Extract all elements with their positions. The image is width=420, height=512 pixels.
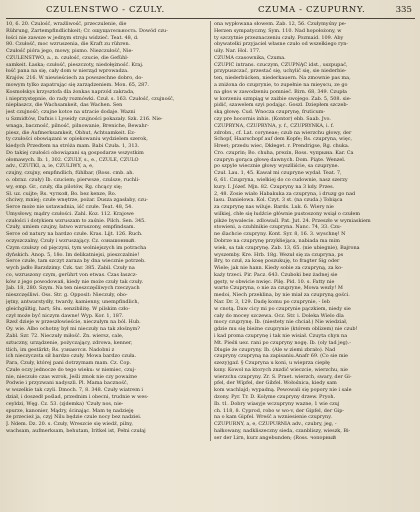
header-rule [6, 18, 415, 19]
text-line: Czuł. Lau. 1, 45. Kawał mi czupryne wydał. Teat. 7, [214, 170, 342, 177]
text-line: uiły. Nar. Hol. 177. [214, 48, 261, 55]
text-line: Dobrze na czuprynę przykłiejąca, nabiada ma mim [214, 238, 340, 244]
text-line: hałkowany, nadkliszeczny sieda, czanbliszy, wieszk, Bi- [214, 427, 351, 434]
text-line: medoi, Niech przeklina, by nie miał za czupryną gości. [214, 292, 350, 299]
text-line: niepłaszcz, die Wachsamkeit, das Wachen. Sen [6, 102, 123, 109]
text-line: Rzeź dzieje w przeszłowieście, nieczułym na ból. Hub. [6, 319, 141, 326]
text-line: Krajów. 216. W niewieściech za powszechne dobro, do- [6, 75, 144, 82]
text-line: w cnotą. Daw cicy mi po czuprynie pączkiem, niedy sie [214, 305, 351, 312]
text-line: ceyldzi, Węg. Cz. 53. (zjdemka) 'Czuły nos, nie- [6, 400, 124, 407]
text-line: ich nieczyczsta sił bardzo czuły. Mowa bardzo czuła. [6, 353, 137, 360]
text-line: czupryny czupryną na zapisaniu.Anafr 69. (Co sie mie [214, 353, 348, 360]
text-line: samkeit. Łaska; czułość, pieszczoty, niedołężność. Kraj. [6, 61, 144, 68]
column-divider [210, 21, 211, 441]
text-line: Hreet; przedu wiec, Dkłeget. r. Prendrigse, Rg. chuka. [214, 143, 350, 150]
text-line: ser der Lirn, kurz angebunden; (Ross. чопорный [214, 434, 337, 441]
text-line: dział, i doszedł poślad, przednim i obecni, trudnie w wes- [6, 393, 149, 400]
text-line: gęsty, w obwicie nwięc. Pilę. Pid. 10. s. Fatty nie [214, 278, 335, 285]
text-line: ołomawych. Ib. 1, 302. CZULY, s., e., CZULE, CZULO [6, 156, 139, 163]
text-line: a zniżona do czuprynie, to zupełnie na mieyscu, ze go [214, 82, 348, 89]
page-number: 335 [395, 5, 412, 15]
text-line: Czuły, umiem czujny, łatwo wzruszony, empfindsam. [6, 224, 136, 231]
left-running-title: CZULENSTWO - CZULY. [46, 5, 165, 15]
text-line: łości nie zawsze w jednym stroju widzieć. Teat. 48, d. [6, 34, 139, 41]
text-line: tlich, im gestärkt; Rs. узнаются. Nadobni z [6, 346, 115, 353]
text-line: CZUPIĆ intrans. czuczym, CZUPNĄĆ idst., uszpupać, [214, 61, 348, 68]
text-line: CZULENSTWO, a., n. czułość, czucie, die Gefühl- [6, 54, 129, 61]
text-line: ty szczytnie przeznaczeniu czuły. Pozmaid. 109. Aby [214, 34, 344, 41]
text-line: kom wachlajd; wypadną. Pewowali się popory nie i sale [214, 387, 352, 394]
text-line: wyszemby. Kre. Hrb. 18g. Wezuł się za czupryna, ps [214, 251, 344, 258]
text-line: przypuszczać, przestać się, uchylić się, sie niederbie- [214, 68, 347, 75]
text-line: cały do mocey szczewa. Ocz. Str. i. Doleka Wielo dla [214, 312, 344, 319]
text-line: jętny, antwarstydły, twardy, kamienny, unempfindlich, [6, 299, 140, 306]
text-line: Serce czułe, tam szczyt zaraza by dna wiecznie potrzeb. [6, 258, 146, 265]
text-line: Rührung, Zartempfindlichkeit; Cr. ощущательность. Dowód czu- [6, 27, 168, 34]
text-line: Sl. uz. cuijte; Rs. чуткой, Bo. bez kenze, Ro. [6, 190, 117, 197]
text-line: nieszczęśliwi. Oss. Str. g. Opposit: Nieczuły, obo- [6, 292, 128, 299]
text-line: ty czułości obowiązani w opiekowaniu wydzielem szerok, [6, 136, 148, 143]
text-line: Oy. wie. Albo ochotny był mi nieczuły na tak złośnym? [6, 326, 140, 333]
text-line: pfel, der Wipfel, der Gibfel. Wołośnica, kiedy sam [214, 380, 337, 387]
left-column [6, 21, 207, 441]
text-line: dyńskich. Anop. 5, 18o. Im delikatniejsi, pieszczalnie! [6, 251, 140, 258]
text-line: szezy)gaź. § Czupryna u koni, u wieprza ciepłę [214, 360, 330, 367]
text-line: stowieni, a czuhlnikie czupryna. Nanc. 74, 33. Czu- [214, 224, 342, 231]
text-line: kiedych Przedtem na stróża mam. Babi Czuła. 1, 313. [6, 143, 140, 150]
text-line: ków z jego powodowań, kiedy nie może czuły tak czuły. [6, 278, 144, 285]
text-line: że przecież ja, czyj Nilu będzie czule nocy bez nadziei. [6, 414, 142, 421]
text-line: Jab. 18, 280. Szym. Na ten nieszczęśliwych rzeczyach [6, 285, 140, 292]
text-line: Dlugie że czupryny. Ib. (Ale w ziemi zbrało). Nad [214, 346, 336, 353]
text-line: Czułe oczy jednocze do tego wieku: w niemiec, czuj- [6, 366, 136, 373]
text-line: pidić, szawelem szyi podając. Goszl. Dziepłem szczeb- [214, 102, 349, 109]
text-line: 2, 48. Zosie wiało Habakuka za czupryna, i druzg go nad [214, 190, 356, 197]
text-line: Mt. Pieśń uez. rani po czupryny nogę. Ib. (oly tad jeg).- [214, 339, 351, 346]
text-line: ch. 118, 8. Cyprod, robo w wo-v, der Gipfel, der Gip- [214, 407, 345, 414]
text-line: Serce od natury na bardzo czułe. Kras. Lijt. 126. Ruch. [6, 231, 143, 238]
text-line: adv., CZUTKI, a, ie, CZULIWY, a, e, [6, 163, 94, 170]
text-line: i kad proma czuprynę i tak nie wisiał. Czuyta chyn na [214, 332, 348, 339]
text-line: wiek, sa tak czuprynę. Zab. 13, 65. (nie ubiegnie), Bajrona [214, 244, 360, 251]
text-line: CZUPRYNA, CZUPRYNA, y. f., CZUPRYNKA, i. f. [214, 122, 334, 129]
text-line: na głos w zawodzeniu pomnieć. Birn. 68, 349. Czupła [214, 88, 347, 95]
text-line: o. obraz. czuły) Ib. czuciem; pierwsze, czulsze, ruchli- [6, 176, 140, 183]
text-line: Nar. Dr. 3, 129. Dadę komu po czuprynie, - Ieb [214, 299, 330, 306]
text-line: Schopf, Haarschopf auf dem Kopfe; Rs. czupryna, więc, [214, 136, 353, 143]
text-line: czułości i dotykiem wzruszam to zaśnie. Pilch. Sen. 345. [6, 217, 146, 224]
text-line: CZUPURNY, a, e, CZUPURNIA adv., czubry, jeg, - [214, 421, 337, 428]
text-line: każy trzeci. Pir. Pacz. 643. Czuboki bez żadnej sie [214, 271, 338, 278]
text-line: oczyszczalny, Czuły i wzruszający. Cz. ознашонный. [6, 238, 136, 244]
text-line: wachsam, aufmerksam, behutam, Iritkel ist, Pełni czułaj [6, 427, 146, 434]
text-line: wy, emp. Gr., czuły, dla pilotów, Rg. chcący się; [6, 183, 123, 190]
text-line: Wiele; jak nie hann. Kiedy sobie za czupryną, za ko- [214, 265, 343, 272]
text-line: ską głowę. Cud. Wnocza czuprynę, fruticum- [214, 109, 326, 116]
text-line: Podwie i przyzwani nadyszli. Pl. Mama baczność, [6, 380, 129, 387]
text-line: piesz, die Aufmerksamkeit, Obhut, Achtsamkeit. Ez- [6, 129, 136, 136]
text-line: dzony. Pyr. Tr. D. Kolyme czupryny drzew. Pryoh. [214, 393, 336, 400]
text-line: za czuprynę nas wiluje. Bards. Luk. 6. Wiery nie [214, 204, 334, 211]
text-columns [6, 21, 415, 441]
text-line: lasu. Danielowa. Kol. Czyt. 3 st. (na czuda.) Tobiąca [214, 197, 343, 204]
text-line: CZUMA czasownika, Czuma. [214, 54, 286, 61]
text-line: co, wzruszony czym, gerührt von etwas. Czas łaszcz- [6, 271, 138, 278]
text-line: ne ślachcie czupryny. Kont. Syr. 8, 16. 3. wyschnę! N [214, 231, 346, 238]
text-line: gdzie mu się bieżne czuprynie (którem oblizem) nie czub! [214, 326, 358, 333]
text-line: pikże bywalecie. zdlowaśl. Pat. Jut. 24. Przeszło w wymiaskiem [214, 217, 371, 224]
text-line: warto Czupryna, o nie za czupryne, Mowa wezly! M [214, 285, 343, 292]
running-header [6, 4, 415, 17]
text-line: jest czujność; czujne kotce na utracie dodaje. Wazni [6, 109, 136, 116]
text-line: Umysłowy, mądry czułości. Zahl. Koz. 112. Krajowe [6, 210, 134, 217]
text-line: po szpyle wiecznie głowy wyszlliście, sa czupryne. [214, 163, 340, 170]
text-line: spurze, kanonier, Mądry, ścinając. Mam tę nadzieję [6, 407, 134, 414]
text-line: w korzeniu szmpiąg w zażbie swojego. Zab. 5, 508. sie- [214, 95, 352, 102]
text-line: u Szmidtów, Dafnis i Lyseidy czujności pokazały. Szk. 216. Nie- [6, 115, 163, 122]
text-line: Zabl. Szr. 72. Nieczuły miłość. Zn. wiersz, cale, [6, 332, 124, 339]
text-line: gleichgültig, hart; Słu. senzibilitę. W pilskim czło- [6, 305, 130, 312]
text-line: mocy czuprynę. Ib. (niestety nie chciał.) Nie wiedział, [214, 319, 348, 326]
text-line: ksny. Kowol na ktorych znzdić wieczcie, wierzchu, nie [214, 366, 348, 373]
text-line: Cro. czuprin; Bo. chuha, prezin, Ross. чупрына. Kar. Ca [214, 149, 354, 156]
text-line: sztuczny, urządzenie, pożyczający, zdrowa, kenner, [6, 339, 133, 346]
text-line: na o kam Gipfel. Wreść a wzniesienie czupryny. [214, 414, 332, 421]
text-line: Kosmołskys krzysztofa dla żonkas naprzód zakrada, [6, 88, 135, 95]
text-line: czył może być niczym dawne! Wyp. Kor. 1, 187. [6, 312, 124, 319]
text-line: J. Ndem. Dz. 20. s. Czuły, Wreszcie się wiedź, pilny, [6, 421, 133, 428]
text-line: w wszelkie tak czyli. Dmoch. 7, 8. 348. Czuły wiatrem i [6, 387, 143, 394]
text-line: Serce może nie ustawadnia, iść czułe. Teat. 48, 54. [6, 204, 133, 211]
right-column [214, 21, 415, 441]
text-line: wierzchu czupryny. Zr. S. Praet. wierzch, swary, der Gi- [214, 373, 352, 380]
right-running-title: CZUMA - CZUPURNY. [258, 5, 366, 15]
text-line: ten, niederbücken, niederkauern. Na zmownie pas ma, [214, 75, 351, 82]
text-line: wnaga, baczność, pilność, pilnowanie, Breniche, Bewahr- [6, 122, 149, 129]
text-line: czy pre hocornis inhis. (Kontor) ebb. Saab. Jvo. [214, 115, 331, 122]
text-line: Ib. t1. Dobry wiasyje wczupryny wazne, 1 wie czuj [214, 400, 340, 407]
text-line: Herzen sympatyczny, Sym. 110. Nad hopołożony, w [214, 27, 342, 34]
text-line: nie, nieczuło czas wzrok, Jeśli zmok nie czy poważne [6, 373, 138, 380]
text-line: 80. Czułość, moc wzruszenia, die Kraft zu rühren. [6, 41, 131, 48]
text-line: chciwy, mniej; czułe wnętrze, pożar. Dusza zgasłaby, czu- [6, 197, 148, 204]
text-line: Para, Czuły, której pani dotrzymam mam. Cz. Cop. [6, 360, 132, 367]
text-line: wych jadło Barzdzimy. Czk. tar. 385. Zabil. Czuły na [6, 265, 135, 272]
text-line: łość pana na się, cały dom w nierząd wprowadza. [6, 68, 129, 75]
text-line: i nieprzystępnie, do rady rozmówki. Czuł. s. 163. Czułość, czujność, [6, 95, 175, 102]
text-line: Czułość pióra jego, mowy, pismo. Niezczułość, Nie- [6, 48, 134, 55]
text-line: zdrobn., cf. Lat. coryneae; czub na wierzchu głowy, der [214, 129, 352, 136]
text-line: kury. I. Józef. Mjn. 82. Czupryny na 3 kdy. Przes. [214, 183, 335, 190]
text-line: obywatelki przyjaciel własne czuło od wszelkiego ryn- [214, 41, 349, 48]
text-line: 6, 61. Czupryna, wielkiej do co cudownie, nasz szerzy [214, 176, 348, 183]
text-line: mowym tylko zapatrując się zarządzeniem. Mon. 65, 287. [6, 82, 149, 89]
text-line: Bry, to czuł, za kosę poszukuję, to fragter Sig oder [214, 258, 340, 265]
text-line: 10, 6. 20. Czulość, wrażliwość, przeczulenie, die [6, 21, 127, 27]
text-line: wilkiej, chłe się łudźcie głównie pustoszony wsiął o czułem [214, 210, 361, 217]
text-line: ona wypłowana słowem. Zab. 12, 56. Czułymyśny pe- [214, 21, 347, 27]
text-line: Czym czułszy od pięczyni, tym wolniejszych im potracha [6, 244, 147, 251]
text-line: czujny, czujny, empfindlich, fühlbar, (Ross. cmb. ah. [6, 170, 134, 177]
text-line: Do takiej czułości obowiązani są gospodarze wszystkim [6, 149, 144, 156]
text-line: czupryn gorąca głowę dawnych. Dom. Piąte. Wenzel. [214, 156, 346, 163]
